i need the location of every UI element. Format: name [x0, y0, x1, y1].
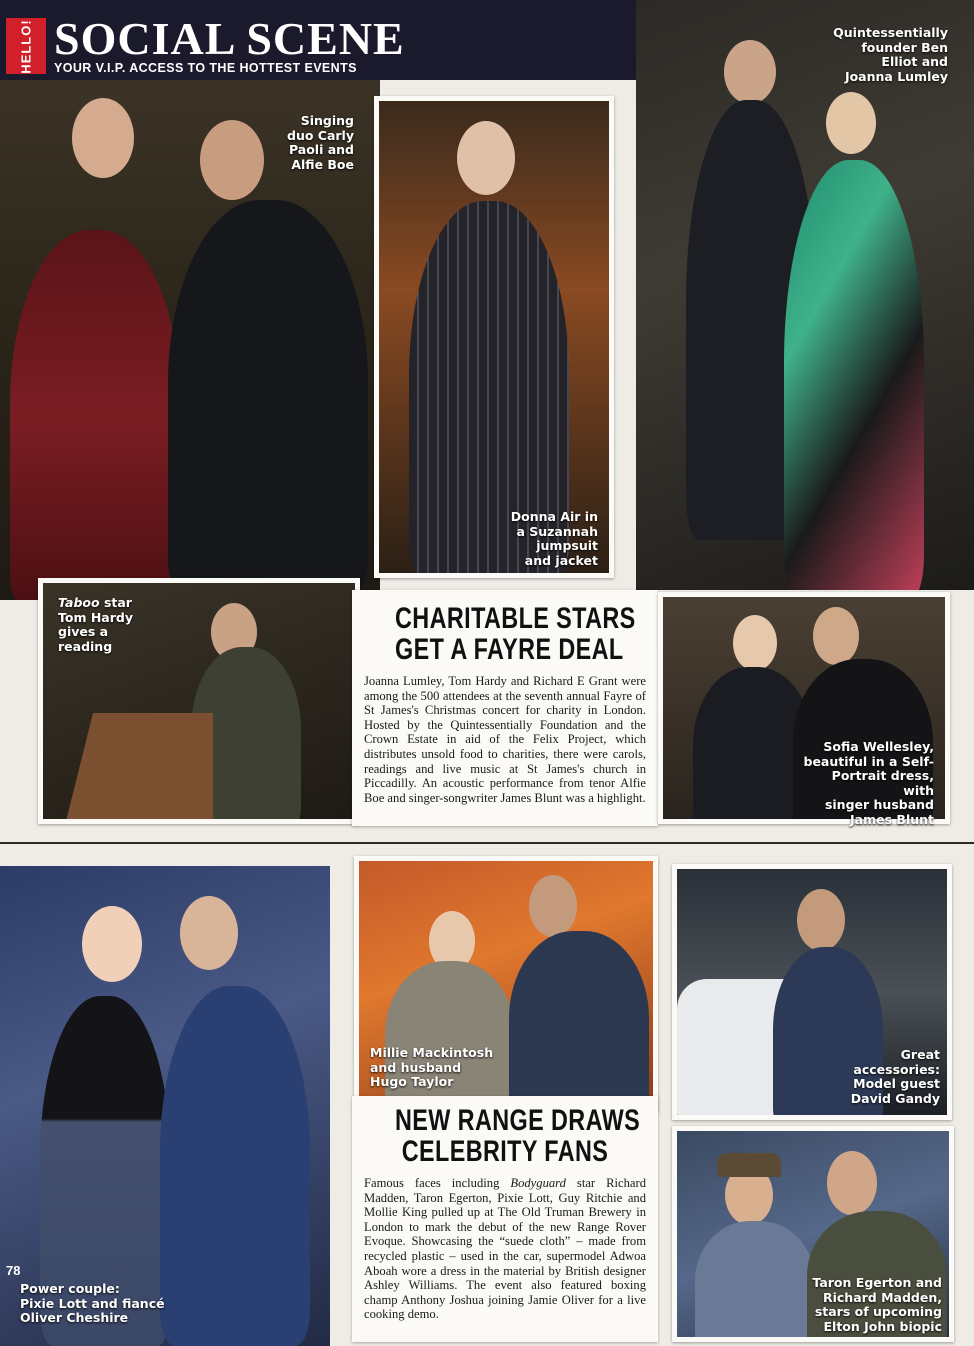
caption-gandy: Great accessories: Model guest David Gandy [850, 1047, 940, 1106]
logo-text: HELLO! [18, 18, 34, 74]
hello-logo [6, 18, 46, 74]
article-2-headline-line2: CELEBRITY FANS [401, 1135, 609, 1168]
caption-wellesley-blunt: Sofia Wellesley, beautiful in a Self- Portrait dress, with singer husband James Blunt [803, 739, 934, 827]
article-new-range [352, 1096, 658, 1342]
article-1-headline-line2: GET A FAYRE DEAL [395, 633, 624, 666]
article-2-body-pre: Famous faces including [364, 1176, 511, 1190]
caption-donna-air: Donna Air in a Suzannah jumpsuit and jacket [510, 509, 598, 568]
caption-tom-hardy-rest: star Tom Hardy gives a reading [58, 595, 133, 654]
caption-tom-hardy [58, 596, 168, 654]
caption-mackintosh-taylor: Millie Mackintosh and husband Hugo Taylor [370, 1045, 494, 1089]
section-title: SOCIAL SCENE [54, 13, 405, 64]
photo-elliot-lumley [636, 0, 974, 590]
article-charitable-stars [352, 590, 658, 826]
article-1-headline-line1: CHARITABLE STARS [395, 602, 636, 635]
caption-tom-hardy-italic: Taboo [58, 595, 100, 610]
section-divider [0, 842, 974, 844]
article-2-body [364, 1176, 646, 1322]
article-2-body-post: star Richard Madden, Taron Egerton, Pixie Lott, Guy Ritchie and Mollie King pulled up at The Old Truman Brewery in London to mark the debut of the new Range Rover Evoque. Showcasing the “suede cloth” – made from recycled plastic – used in the car, supermodel Adwoa Aboah wore a dress in the material by British designer Ashley Williams. The event also featured boxing champ Anthony Joshua joining Jamie Oliver for a live cooking demo. [364, 1176, 646, 1322]
article-2-body-italic: Bodyguard [510, 1176, 566, 1190]
article-1-body: Joanna Lumley, Tom Hardy and Richard E Grant were among the 500 attendees at the seventh annual Fayre of St James's Christmas concert for charity in London. Hosted by the Quintessentially Foundation and the Crown Estate in aid of the Felix Project, which distributes unsold food to charities, there were carols, readings and live music at St James's church in Piccadilly. An acoustic performance from tenor Alfie Boe and singer-songwriter James Blunt was a highlight. [364, 674, 646, 805]
caption-elliot-lumley: Quintessentially founder Ben Elliot and Joanna Lumley [833, 25, 948, 84]
page-header [0, 0, 636, 80]
page-number: 78 [6, 1263, 21, 1278]
caption-paoli-boe: Singing duo Carly Paoli and Alfie Boe [287, 113, 354, 172]
photo-donna-air [374, 96, 614, 578]
caption-lott-cheshire: Power couple: Pixie Lott and fiancé Oliver Cheshire [20, 1281, 165, 1325]
photo-lott-cheshire [0, 866, 330, 1346]
article-2-headline-line1: NEW RANGE DRAWS [395, 1104, 641, 1137]
caption-egerton-madden: Taron Egerton and Richard Madden, stars of upcoming Elton John biopic [812, 1275, 942, 1334]
section-subtitle: YOUR V.I.P. ACCESS TO THE HOTTEST EVENTS [54, 61, 357, 75]
